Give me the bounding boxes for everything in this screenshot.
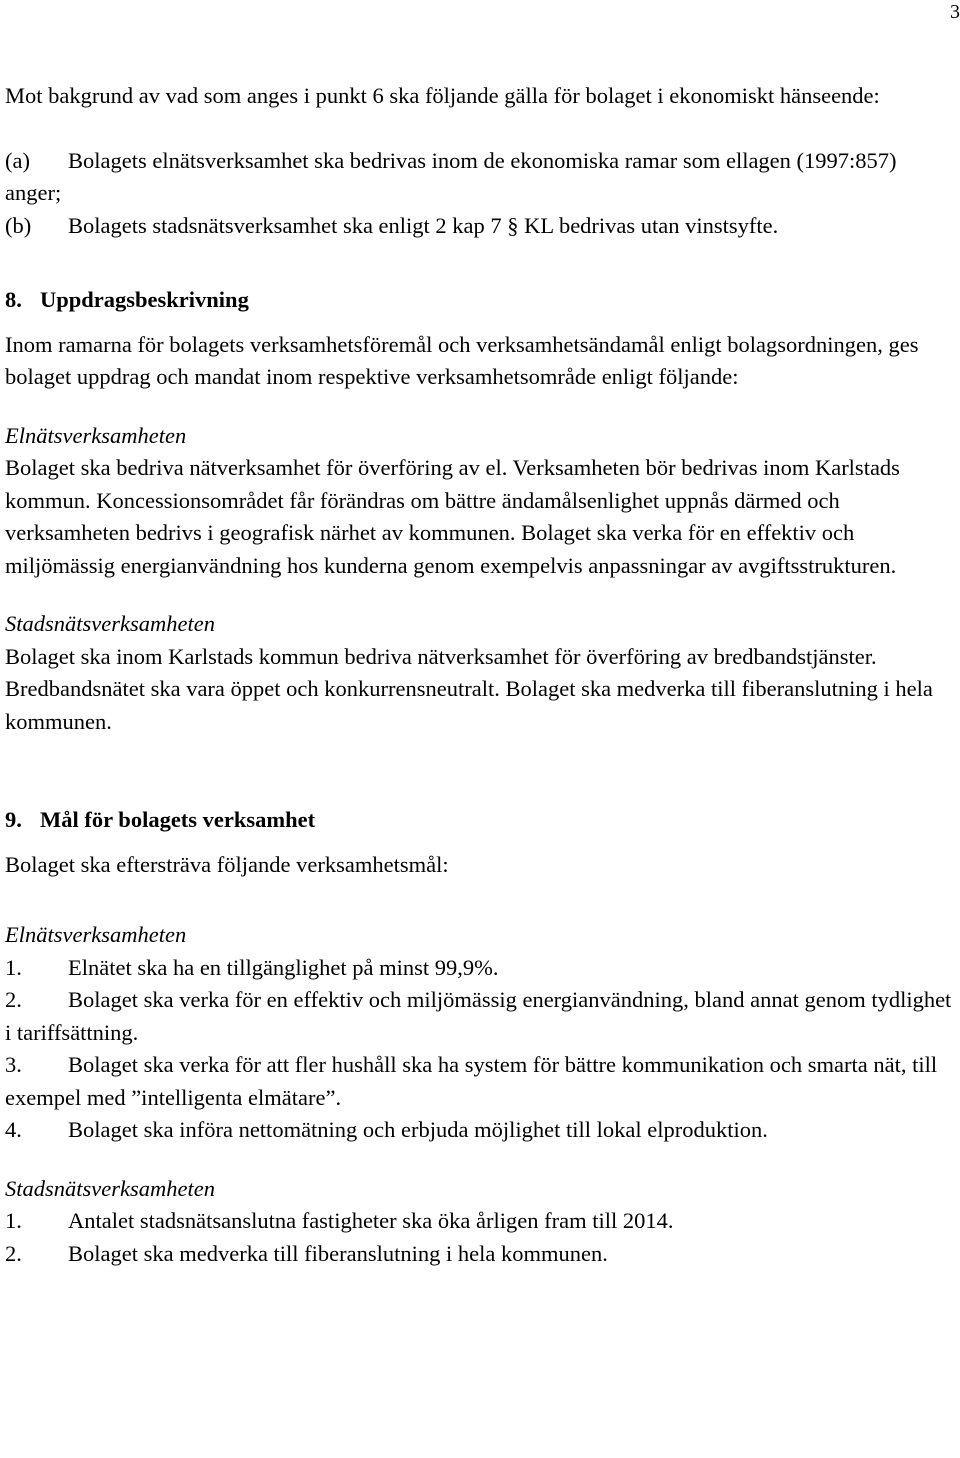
goal-text: Antalet stadsnätsanslutna fastigheter ska öka årligen fram till 2014.: [68, 1208, 674, 1233]
section-8-heading: [5, 284, 955, 317]
document-body: [5, 80, 955, 1270]
goal-item: [5, 1238, 955, 1271]
subheading-elnat: Elnätsverksamheten: [5, 422, 187, 448]
goal-marker: 1.: [5, 1208, 22, 1233]
section-title: Mål för bolagets verksamhet: [40, 807, 316, 832]
list-item: [5, 145, 955, 210]
list-item-text: Bolagets elnätsverksamhet ska bedrivas inom de ekonomiska ramar som ellagen (1997:857) anger;: [5, 147, 897, 205]
goal-marker: 4.: [5, 1117, 22, 1142]
goal-text: Elnätet ska ha en tillgänglighet på minst 99,9%.: [68, 954, 499, 980]
goal-marker: 1.: [5, 954, 22, 980]
goal-marker: 2.: [5, 1240, 22, 1266]
goal-text: Bolaget ska verka för att fler hushåll ska ha system för bättre kommunikation och smarta nät, till exempel med ”intelligenta elmätare”.: [5, 1052, 938, 1110]
section-8-intro: Inom ramarna för bolagets verksamhetsföremål och verksamhetsändamål enligt bolagsordningen, ges bolaget uppdrag och mandat inom respektive verksamhetsområde enligt följande:: [5, 331, 919, 389]
section-title: Uppdragsbeskrivning: [40, 287, 249, 312]
section-9-heading: [5, 804, 955, 837]
goal-marker: 2.: [5, 987, 22, 1012]
section-number: 9.: [5, 807, 22, 832]
goal-item: [5, 1114, 955, 1147]
list-marker: (a): [5, 147, 30, 173]
goal-item: [5, 1205, 955, 1238]
subheading-stadsnat: Stadsnätsverksamheten: [5, 611, 215, 636]
section-number: 8.: [5, 287, 22, 312]
goal-text: Bolaget ska verka för en effektiv och miljömässig energianvändning, bland annat genom tydlighet i tariffsättning.: [5, 987, 952, 1045]
goal-item: [5, 952, 955, 985]
list-item-text: Bolagets stadsnätsverksamhet ska enligt 2 kap 7 § KL bedrivas utan vinstsyfte.: [68, 212, 779, 238]
goal-item: [5, 984, 955, 1049]
elnat-paragraph: Bolaget ska bedriva nätverksamhet för överföring av el. Verksamheten bör bedrivas inom Karlstads kommun. Koncessionsområdet får förändras om bättre ändamålsenlighet uppnås därmed och verksamheten bedrivs i geografisk närhet av kommunen. Bolaget ska verka för en effektiv och miljömässig energianvändning hos kunderna genom exempelvis anpassningar av avgiftsstrukturen.: [5, 455, 900, 578]
subheading-elnat-goals: Elnätsverksamheten: [5, 922, 187, 947]
goal-text: Bolaget ska införa nettomätning och erbjuda möjlighet till lokal elproduktion.: [68, 1117, 768, 1142]
goal-text: Bolaget ska medverka till fiberanslutning i hela kommunen.: [68, 1240, 608, 1266]
subheading-stadsnat-goals: Stadsnätsverksamheten: [5, 1175, 215, 1201]
page-number: 3: [950, 1, 960, 23]
list-marker: (b): [5, 212, 32, 238]
list-item: [5, 210, 955, 243]
section-9-intro: Bolaget ska eftersträva följande verksamhetsmål:: [5, 851, 449, 877]
goal-item: [5, 1049, 955, 1114]
stadsnat-paragraph: Bolaget ska inom Karlstads kommun bedriva nätverksamhet för överföring av bredbandstjänster. Bredbandsnätet ska vara öppet och konkurrensneutralt. Bolaget ska medverka till fiberanslutning i hela kommunen.: [5, 643, 933, 734]
goal-marker: 3.: [5, 1052, 22, 1077]
intro-paragraph: Mot bakgrund av vad som anges i punkt 6 ska följande gälla för bolaget i ekonomiskt hänseende:: [5, 83, 880, 108]
